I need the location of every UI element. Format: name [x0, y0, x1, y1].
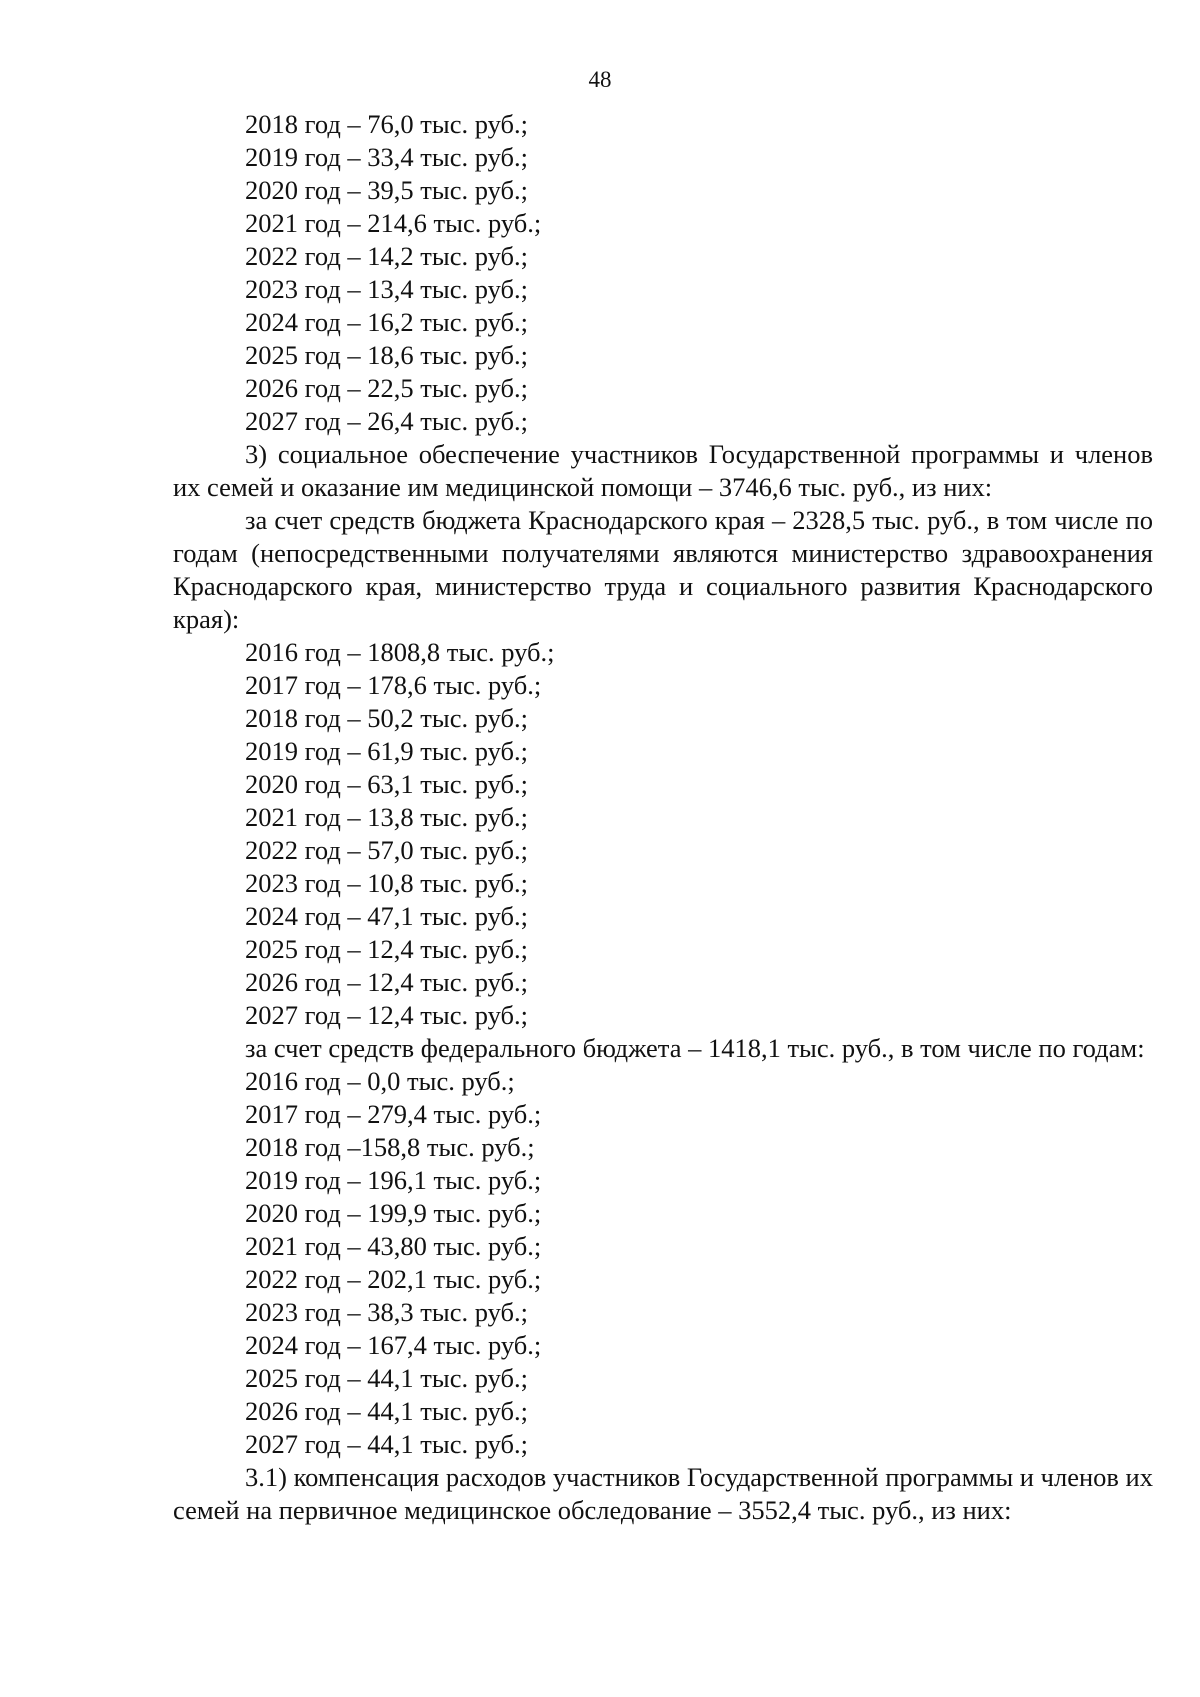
- list-item: 2016 год – 1808,8 тыс. руб.;: [245, 637, 555, 667]
- list-item: 2018 год –158,8 тыс. руб.;: [245, 1132, 535, 1162]
- year-list-c: [173, 1065, 1153, 1461]
- list-item: 2025 год – 12,4 тыс. руб.;: [245, 934, 528, 964]
- list-item: 2024 год – 167,4 тыс. руб.;: [245, 1330, 542, 1360]
- paragraph-regional-budget: за счет средств бюджета Краснодарского края – 2328,5 тыс. руб., в том числе по годам (непосредственными получателями являются министерство здравоохранения Краснодарского края, министерство труда и социального развития Краснодарского края):: [173, 505, 1153, 634]
- list-item: 2027 год – 44,1 тыс. руб.;: [245, 1429, 528, 1459]
- list-item: 2020 год – 63,1 тыс. руб.;: [245, 769, 528, 799]
- list-item: 2025 год – 44,1 тыс. руб.;: [245, 1363, 528, 1393]
- list-item: 2019 год – 33,4 тыс. руб.;: [245, 142, 528, 172]
- list-item: 2018 год – 76,0 тыс. руб.;: [245, 109, 528, 139]
- list-item: 2022 год – 202,1 тыс. руб.;: [245, 1264, 542, 1294]
- list-item: 2017 год – 178,6 тыс. руб.;: [245, 670, 542, 700]
- list-item: 2027 год – 12,4 тыс. руб.;: [245, 1000, 528, 1030]
- list-item: 2018 год – 50,2 тыс. руб.;: [245, 703, 528, 733]
- list-item: 2021 год – 43,80 тыс. руб.;: [245, 1231, 542, 1261]
- year-list-a: [173, 108, 1153, 438]
- paragraph-social-security: 3) социальное обеспечение участников Государственной программы и членов их семей и оказание им медицинской помощи – 3746,6 тыс. руб., из них:: [173, 439, 1153, 502]
- list-item: 2026 год – 44,1 тыс. руб.;: [245, 1396, 528, 1426]
- list-item: 2024 год – 16,2 тыс. руб.;: [245, 307, 528, 337]
- list-item: 2024 год – 47,1 тыс. руб.;: [245, 901, 528, 931]
- list-item: 2016 год – 0,0 тыс. руб.;: [245, 1066, 515, 1096]
- paragraph-federal-budget: за счет средств федерального бюджета – 1418,1 тыс. руб., в том числе по годам:: [245, 1033, 1145, 1063]
- list-item: 2022 год – 14,2 тыс. руб.;: [245, 241, 528, 271]
- year-list-b: [173, 636, 1153, 1032]
- list-item: 2026 год – 12,4 тыс. руб.;: [245, 967, 528, 997]
- list-item: 2023 год – 10,8 тыс. руб.;: [245, 868, 528, 898]
- list-item: 2023 год – 38,3 тыс. руб.;: [245, 1297, 528, 1327]
- list-item: 2017 год – 279,4 тыс. руб.;: [245, 1099, 542, 1129]
- list-item: 2022 год – 57,0 тыс. руб.;: [245, 835, 528, 865]
- list-item: 2020 год – 39,5 тыс. руб.;: [245, 175, 528, 205]
- list-item: 2020 год – 199,9 тыс. руб.;: [245, 1198, 542, 1228]
- list-item: 2027 год – 26,4 тыс. руб.;: [245, 406, 528, 436]
- document-body: [173, 108, 1153, 1527]
- paragraph-medical-examination: 3.1) компенсация расходов участников Государственной программы и членов их семей на первичное медицинское обследование – 3552,4 тыс. руб., из них:: [173, 1462, 1153, 1525]
- list-item: 2019 год – 61,9 тыс. руб.;: [245, 736, 528, 766]
- list-item: 2026 год – 22,5 тыс. руб.;: [245, 373, 528, 403]
- list-item: 2021 год – 214,6 тыс. руб.;: [245, 208, 542, 238]
- list-item: 2023 год – 13,4 тыс. руб.;: [245, 274, 528, 304]
- list-item: 2025 год – 18,6 тыс. руб.;: [245, 340, 528, 370]
- list-item: 2021 год – 13,8 тыс. руб.;: [245, 802, 528, 832]
- list-item: 2019 год – 196,1 тыс. руб.;: [245, 1165, 542, 1195]
- page-number: 48: [588, 67, 612, 92]
